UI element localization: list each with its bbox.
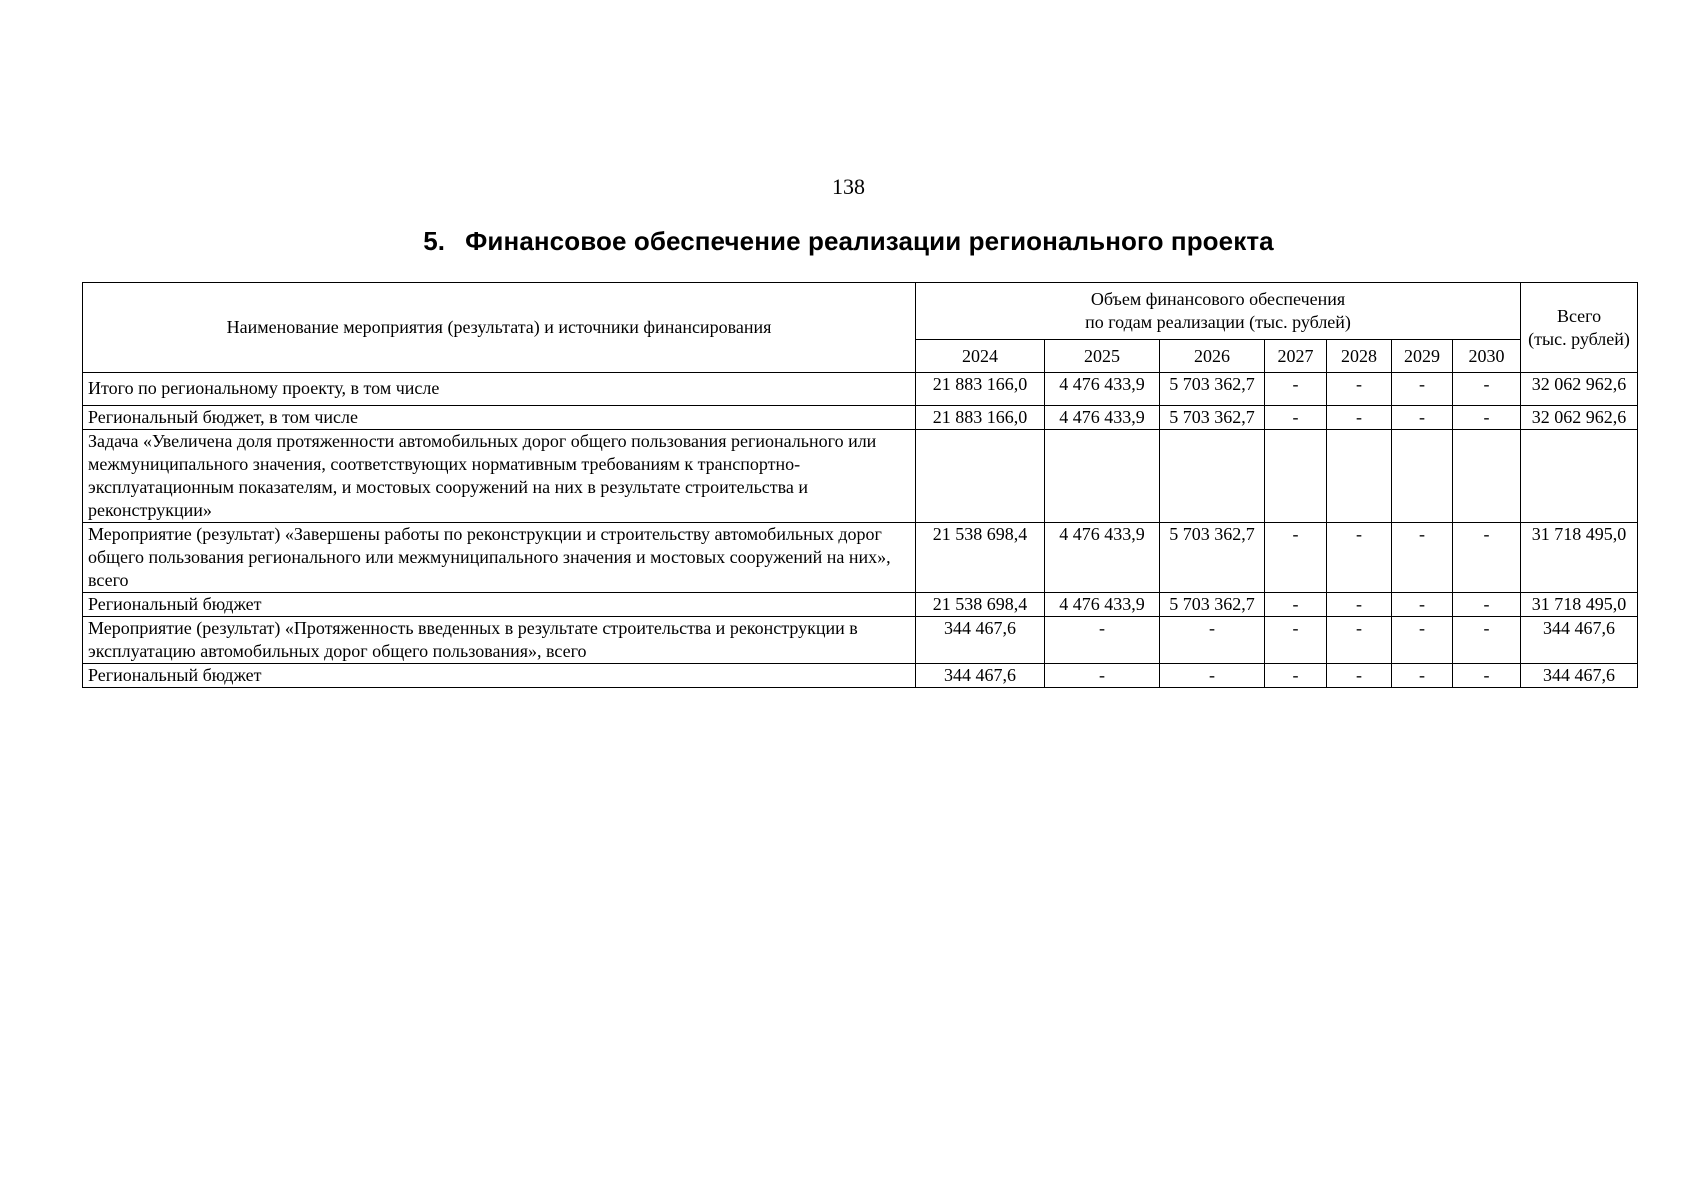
value-cell: 21 883 166,0 — [916, 406, 1045, 430]
value-cell: - — [1265, 406, 1327, 430]
header-year-2026: 2026 — [1160, 340, 1265, 373]
value-cell: 5 703 362,7 — [1160, 593, 1265, 617]
value-cell — [1265, 430, 1327, 523]
value-cell: 5 703 362,7 — [1160, 373, 1265, 406]
section-number: 5. — [423, 226, 446, 256]
value-cell: 5 703 362,7 — [1160, 406, 1265, 430]
value-cell: - — [1327, 406, 1392, 430]
total-cell — [1521, 430, 1638, 523]
value-cell: 4 476 433,9 — [1045, 373, 1160, 406]
value-cell: - — [1160, 617, 1265, 664]
table-row — [83, 617, 1638, 664]
total-cell: 31 718 495,0 — [1521, 593, 1638, 617]
value-cell: - — [1392, 523, 1453, 593]
value-cell — [1160, 430, 1265, 523]
row-name: Региональный бюджет — [83, 593, 916, 617]
value-cell — [1392, 430, 1453, 523]
total-cell: 344 467,6 — [1521, 664, 1638, 688]
total-cell: 344 467,6 — [1521, 617, 1638, 664]
total-cell: 32 062 962,6 — [1521, 373, 1638, 406]
value-cell: - — [1327, 664, 1392, 688]
value-cell — [1327, 430, 1392, 523]
value-cell: - — [1453, 664, 1521, 688]
value-cell: 21 538 698,4 — [916, 593, 1045, 617]
section-title-text: Финансовое обеспечение реализации регионального проекта — [465, 226, 1274, 256]
value-cell: 4 476 433,9 — [1045, 406, 1160, 430]
table-row — [83, 406, 1638, 430]
value-cell: - — [1327, 593, 1392, 617]
value-cell: - — [1392, 373, 1453, 406]
value-cell: - — [1453, 593, 1521, 617]
section-title — [0, 226, 1697, 257]
header-total-line2: (тыс. рублей) — [1528, 328, 1630, 349]
value-cell: - — [1392, 617, 1453, 664]
header-year-2027: 2027 — [1265, 340, 1327, 373]
value-cell: - — [1265, 523, 1327, 593]
table-row — [83, 664, 1638, 688]
header-year-2030: 2030 — [1453, 340, 1521, 373]
row-name: Задача «Увеличена доля протяженности автомобильных дорог общего пользования регионального или межмуниципального значения, соответствующих нормативным требованиям к транспортно-эксплуатационным показателям, и мостовых сооружений на них в результате строительства и реконструкции» — [83, 430, 916, 523]
table-row — [83, 523, 1638, 593]
value-cell: - — [1392, 664, 1453, 688]
value-cell: - — [1265, 664, 1327, 688]
value-cell: - — [1327, 523, 1392, 593]
row-name: Региональный бюджет, в том числе — [83, 406, 916, 430]
value-cell: 4 476 433,9 — [1045, 523, 1160, 593]
header-volume — [916, 283, 1521, 340]
header-volume-line1: Объем финансового обеспечения — [1090, 289, 1346, 309]
financing-table — [82, 282, 1638, 688]
header-year-2024: 2024 — [916, 340, 1045, 373]
header-volume-line2: по годам реализации (тыс. рублей) — [1085, 312, 1351, 332]
row-name: Региональный бюджет — [83, 664, 916, 688]
header-total — [1521, 283, 1638, 373]
row-name: Мероприятие (результат) «Завершены работы по реконструкции и строительству автомобильных дорог общего пользования регионального или межмуниципального значения и мостовых сооружений на них», всего — [83, 523, 916, 593]
value-cell: 21 538 698,4 — [916, 523, 1045, 593]
table-row — [83, 373, 1638, 406]
header-year-2029: 2029 — [1392, 340, 1453, 373]
value-cell: - — [1453, 617, 1521, 664]
value-cell: 344 467,6 — [916, 617, 1045, 664]
value-cell: - — [1160, 664, 1265, 688]
row-name: Итого по региональному проекту, в том числе — [83, 373, 916, 406]
value-cell: - — [1453, 523, 1521, 593]
total-cell: 31 718 495,0 — [1521, 523, 1638, 593]
value-cell: - — [1327, 373, 1392, 406]
header-year-2028: 2028 — [1327, 340, 1392, 373]
value-cell: 5 703 362,7 — [1160, 523, 1265, 593]
table-row — [83, 430, 1638, 523]
value-cell: - — [1327, 617, 1392, 664]
value-cell: 344 467,6 — [916, 664, 1045, 688]
value-cell: 4 476 433,9 — [1045, 593, 1160, 617]
page-number: 138 — [832, 174, 865, 199]
value-cell: - — [1392, 593, 1453, 617]
value-cell: - — [1265, 373, 1327, 406]
header-name-column: Наименование мероприятия (результата) и источники финансирования — [83, 283, 916, 373]
value-cell: - — [1265, 593, 1327, 617]
header-total-line1: Всего — [1556, 305, 1602, 326]
total-cell: 32 062 962,6 — [1521, 406, 1638, 430]
value-cell: 21 883 166,0 — [916, 373, 1045, 406]
value-cell: - — [1045, 664, 1160, 688]
value-cell: - — [1045, 617, 1160, 664]
value-cell: - — [1453, 373, 1521, 406]
value-cell: - — [1453, 406, 1521, 430]
table-row — [83, 593, 1638, 617]
row-name: Мероприятие (результат) «Протяженность введенных в результате строительства и реконструкции в эксплуатацию автомобильных дорог общего пользования», всего — [83, 617, 916, 664]
value-cell: - — [1392, 406, 1453, 430]
value-cell: - — [1265, 617, 1327, 664]
value-cell — [1453, 430, 1521, 523]
header-year-2025: 2025 — [1045, 340, 1160, 373]
value-cell — [1045, 430, 1160, 523]
value-cell — [916, 430, 1045, 523]
